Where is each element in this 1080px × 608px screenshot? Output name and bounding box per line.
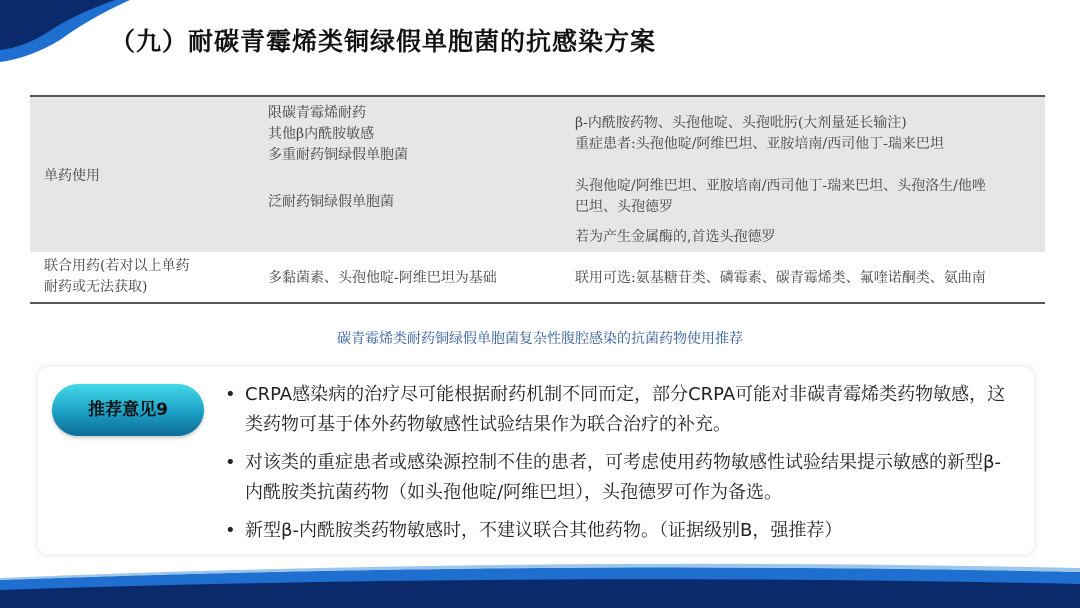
- list-item: [225, 448, 1015, 508]
- page-title: （九）耐碳青霉烯类铜绿假单胞菌的抗感染方案: [110, 27, 657, 56]
- condition-line: 其他β内酰胺敏感: [268, 126, 375, 142]
- recommendation-badge: 推荐意见9: [52, 384, 204, 436]
- row-label: 联合用药(若对以上单药 耐药或无法获取): [44, 258, 190, 295]
- bullet-icon: •: [225, 520, 236, 541]
- treatment-line: 重症患者:头孢他啶/阿维巴坦、亚胺培南/西司他丁-瑞来巴坦: [575, 136, 944, 152]
- treatment-cell: [566, 96, 1045, 252]
- condition-line: 泛耐药铜绿假单胞菌: [268, 194, 394, 210]
- treatment-line: 巴坦、头孢德罗: [575, 199, 673, 215]
- condition-line: 限碳青霉烯耐药: [268, 105, 366, 121]
- row-label: 单药使用: [44, 167, 100, 184]
- treatment-line: β-内酰胺药物、头孢他啶、头孢吡肟(大剂量延长输注): [575, 115, 907, 131]
- condition-line: 多重耐药铜绿假单胞菌: [268, 147, 408, 163]
- footer-wave: [0, 550, 1080, 608]
- treatment-cell: 联用可选:氨基糖苷类、磷霉素、碳青霉烯类、氟喹诺酮类、氨曲南: [575, 270, 986, 286]
- list-item-text: CRPA感染病的治疗尽可能根据耐药机制不同而定，部分CRPA可能对非碳青霉烯类药物敏感，这类药物可基于体外药物敏感性试验结果作为联合治疗的补充。: [245, 384, 1006, 435]
- list-item: [225, 516, 1015, 546]
- table-row: [30, 252, 1045, 303]
- condition-cell: [249, 96, 566, 252]
- list-item-text: 新型β-内酰胺类药物敏感时，不建议联合其他药物。（证据级别B，强推荐）: [245, 520, 843, 541]
- recommendation-list: [225, 380, 1015, 554]
- table-row: [30, 96, 1045, 252]
- recommendation-table: [30, 95, 1045, 304]
- treatment-line: 若为产生金属酶的,首选头孢德罗: [575, 229, 776, 245]
- table-caption: 碳青霉烯类耐药铜绿假单胞菌复杂性腹腔感染的抗菌药物使用推荐: [337, 331, 743, 347]
- treatment-line: 头孢他啶/阿维巴坦、亚胺培南/西司他丁-瑞来巴坦、头孢洛生/他唑: [575, 178, 986, 194]
- bullet-icon: •: [225, 384, 236, 405]
- bullet-icon: •: [225, 452, 236, 473]
- list-item-text: 对该类的重症患者或感染源控制不佳的患者，可考虑使用药物敏感性试验结果提示敏感的新型β-内酰胺类抗菌药物（如头孢他啶/阿维巴坦），头孢德罗可作为备选。: [245, 452, 1001, 503]
- condition-cell: 多黏菌素、头孢他啶-阿维巴坦为基础: [268, 270, 497, 286]
- list-item: [225, 380, 1015, 440]
